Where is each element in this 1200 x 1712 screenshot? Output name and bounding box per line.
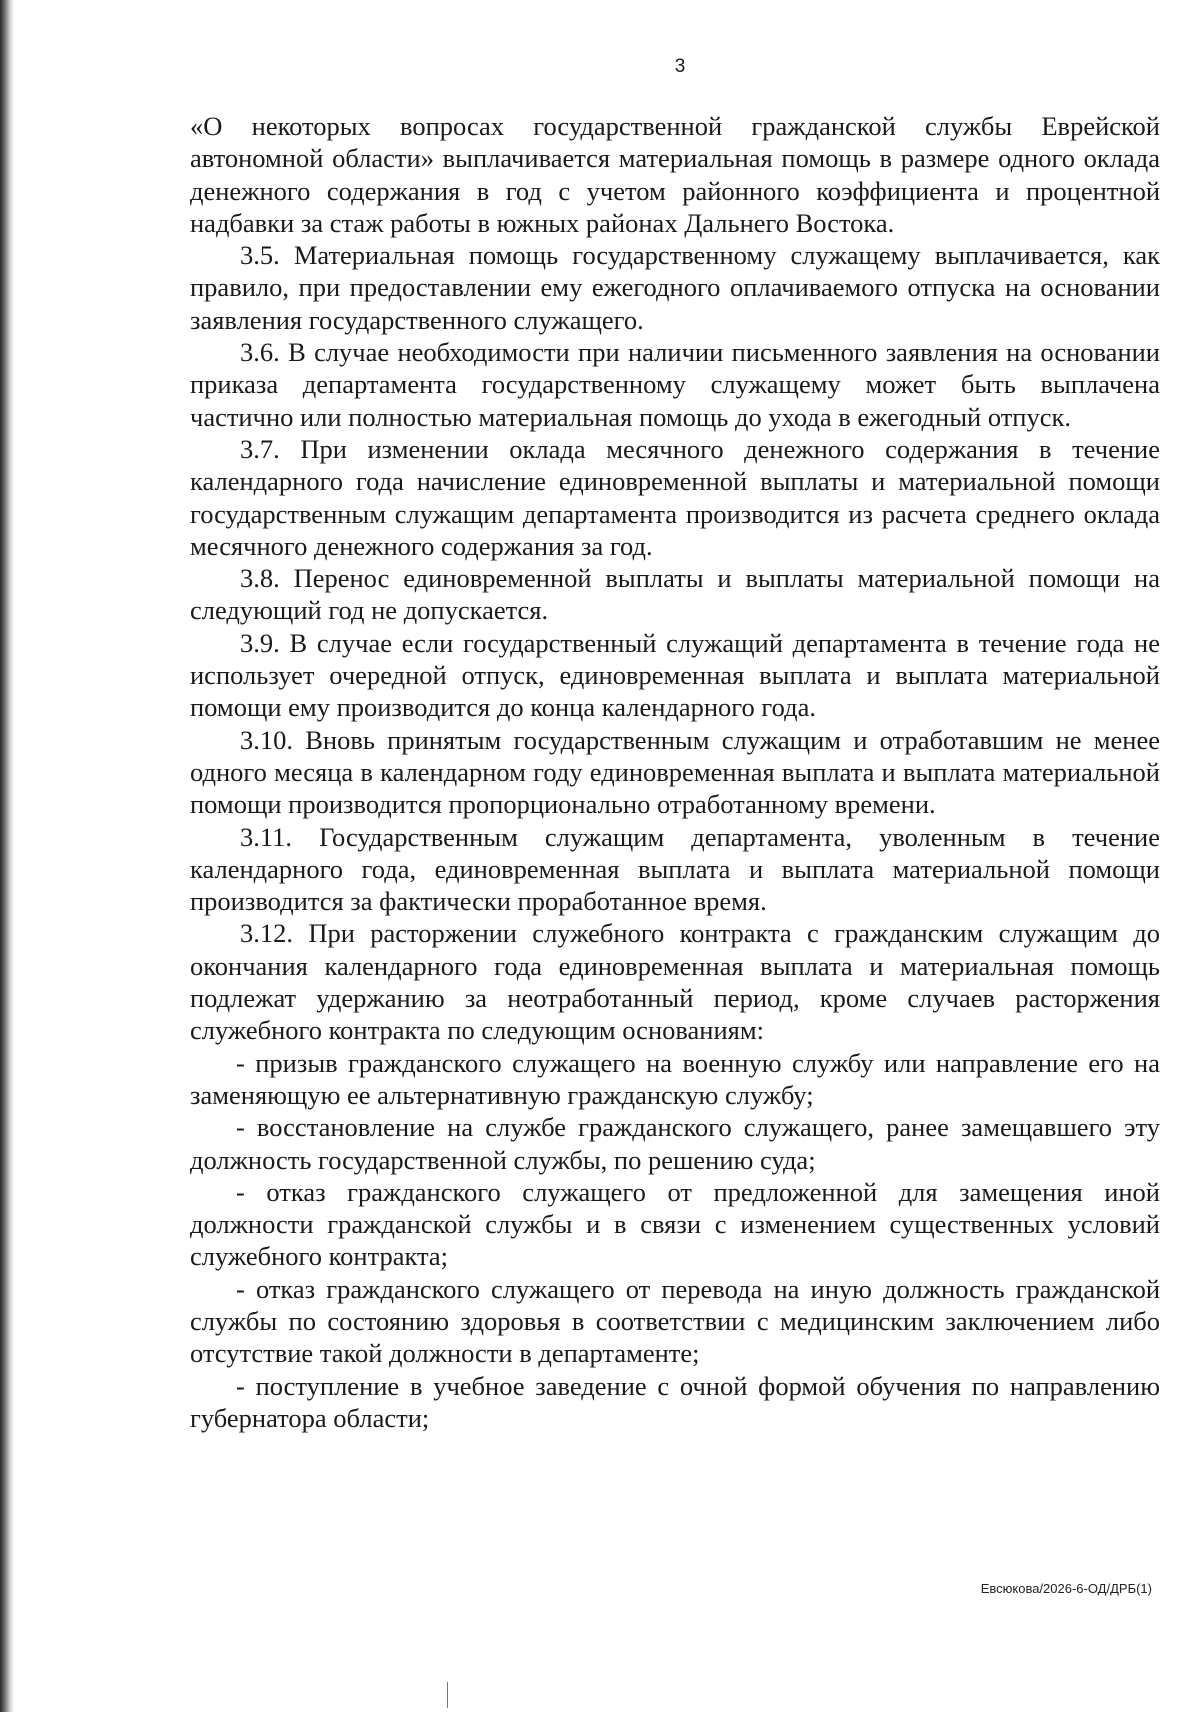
paragraph-3-9: 3.9. В случае если государственный служащий департамента в течение года не использует очередной отпуск, единовременная выплата и выплата материальной помощи ему производится до конца календарного года.: [190, 627, 1160, 723]
scan-artifact: [447, 1682, 448, 1708]
document-reference-code: Евсюкова/2026-6-ОД/ДРБ(1): [980, 1581, 1152, 1596]
list-item: - поступление в учебное заведение с очной формой обучения по направлению губернатора области;: [190, 1370, 1160, 1433]
paragraph-3-7: 3.7. При изменении оклада месячного денежного содержания в течение календарного года начисление единовременной выплаты и материальной помощи государственным служащим департамента производится из расчета среднего оклада месячного денежного содержания за год.: [190, 433, 1160, 561]
list-item: - призыв гражданского служащего на военную службу или направление его на заменяющую ее альтернативную гражданскую службу;: [190, 1047, 1160, 1110]
scan-edge-shadow: [0, 0, 14, 1712]
list-item: - отказ гражданского служащего от перевода на иную должность гражданской службы по состоянию здоровья в соответствии с медицинским заключением либо отсутствие такой должности в департаменте;: [190, 1273, 1160, 1369]
paragraph-3-8: 3.8. Перенос единовременной выплаты и выплаты материальной помощи на следующий год не допускается.: [190, 563, 1160, 626]
paragraph-3-11: 3.11. Государственным служащим департамента, уволенным в течение календарного года, единовременная выплата и выплата материальной помощи производится за фактически проработанное время.: [190, 821, 1160, 917]
paragraph-3-12: 3.12. При расторжении служебного контракта с гражданским служащим до окончания календарного года единовременная выплата и материальная помощь подлежат удержанию за неотработанный период, кроме случаев расторжения служебного контракта по следующим основаниям:: [190, 918, 1160, 1046]
paragraph-3-5: 3.5. Материальная помощь государственному служащему выплачивается, как правило, при предоставлении ему ежегодного оплачиваемого отпуска на основании заявления государственного служащего.: [190, 240, 1160, 335]
list-item: - восстановление на службе гражданского служащего, ранее замещавшего эту должность государственной службы, по решению суда;: [190, 1112, 1160, 1175]
list-item: - отказ гражданского служащего от предложенной для замещения иной должности гражданской службы и в связи с изменением существенных условий служебного контракта;: [190, 1176, 1160, 1272]
page-number: 3: [674, 56, 686, 77]
document-body: [190, 110, 1160, 1434]
paragraph-3-10: 3.10. Вновь принятым государственным служащим и отработавшим не менее одного месяца в календарном году единовременная выплата и выплата материальной помощи производится пропорционально отработанному времени.: [190, 724, 1160, 820]
paragraph: «О некоторых вопросах государственной гражданской службы Еврейской автономной области» выплачивается материальная помощь в размере одного оклада денежного содержания в год с учетом районного коэффициента и процентной надбавки за стаж работы в южных районах Дальнего Востока.: [190, 111, 1160, 238]
paragraph-3-6: 3.6. В случае необходимости при наличии письменного заявления на основании приказа департамента государственному служащему может быть выплачена частично или полностью материальная помощь до ухода в ежегодный отпуск.: [190, 337, 1160, 432]
